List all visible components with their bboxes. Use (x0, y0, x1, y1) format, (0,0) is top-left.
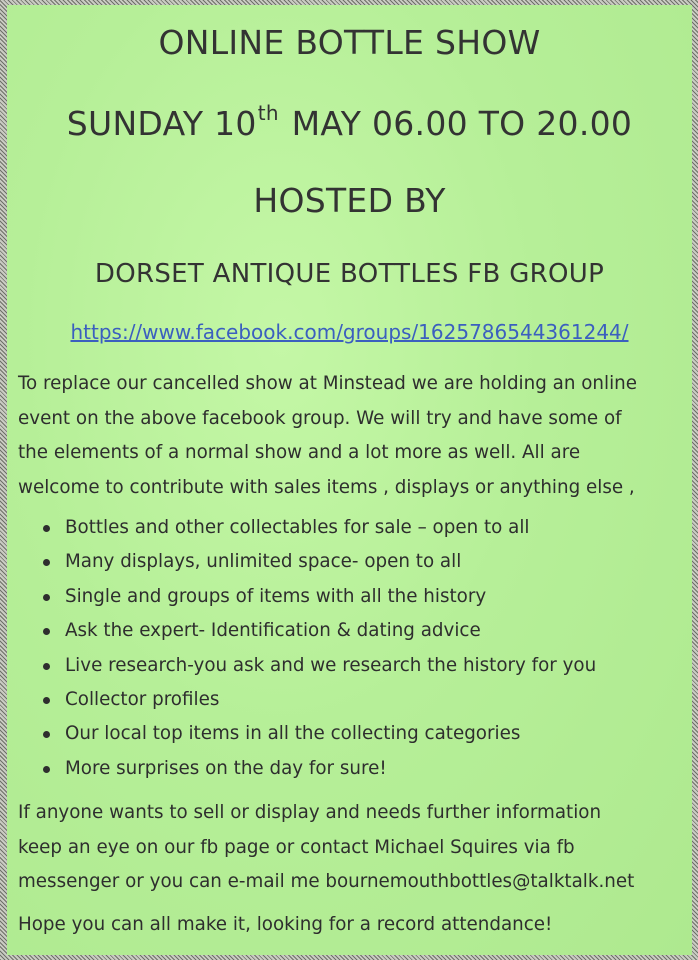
list-item-text: Single and groups of items with all the history (65, 585, 487, 607)
bullet-icon (43, 559, 50, 566)
show-title: ONLINE BOTTLE SHOW (158, 23, 541, 62)
show-date-suffix: th (257, 101, 279, 125)
list-item (41, 614, 596, 648)
bullet-icon (43, 663, 50, 670)
features-list (41, 511, 596, 786)
intro-line: welcome to contribute with sales items , displays or anything else , (18, 476, 635, 498)
hosted-by-heading: HOSTED BY (253, 181, 446, 220)
list-item (41, 649, 596, 683)
list-item-text: Live research-you ask and we research the history for you (65, 654, 597, 676)
closing-line: Hope you can all make it, looking for a record attendance! (18, 914, 553, 935)
bullet-icon (43, 766, 50, 773)
intro-line: event on the above facebook group. We will try and have some of (18, 407, 622, 429)
facebook-group-link[interactable]: https://www.facebook.com/groups/1625786544361244/ (70, 320, 629, 344)
show-date-time: MAY 06.00 TO 20.00 (280, 104, 633, 143)
contact-line: If anyone wants to sell or display and needs further information (18, 802, 602, 823)
contact-line: messenger or you can e-mail me bournemouthbottles@talktalk.net (18, 871, 635, 892)
intro-paragraph (18, 367, 690, 505)
bullet-icon (43, 628, 50, 635)
intro-line: To replace our cancelled show at Minstead we are holding an online (18, 373, 637, 394)
list-item-text: More surprises on the day for sure! (65, 757, 387, 779)
bullet-icon (43, 594, 50, 601)
list-item (41, 683, 596, 717)
show-date (7, 101, 692, 143)
list-item (41, 717, 596, 751)
contact-paragraph (18, 796, 690, 900)
contact-line: keep an eye on our fb page or contact Michael Squires via fb (18, 836, 575, 858)
list-item-text: Collector profiles (65, 688, 220, 710)
list-item (41, 511, 596, 545)
bullet-icon (43, 731, 50, 738)
bullet-icon (43, 697, 50, 704)
flyer-paper (7, 5, 692, 955)
list-item (41, 580, 596, 614)
show-date-day: SUNDAY 10 (66, 104, 257, 143)
intro-line: the elements of a normal show and a lot more as well. All are (18, 442, 581, 463)
list-item (41, 752, 596, 786)
host-group-name: DORSET ANTIQUE BOTTLES FB GROUP (94, 259, 605, 289)
list-item-text: Bottles and other collectables for sale – open to all (65, 517, 530, 538)
bullet-icon (43, 525, 50, 532)
list-item (41, 545, 596, 579)
list-item-text: Our local top items in all the collecting categories (65, 723, 521, 745)
list-item-text: Ask the expert- Identification & dating advice (65, 620, 481, 642)
list-item-text: Many displays, unlimited space- open to all (65, 551, 462, 573)
